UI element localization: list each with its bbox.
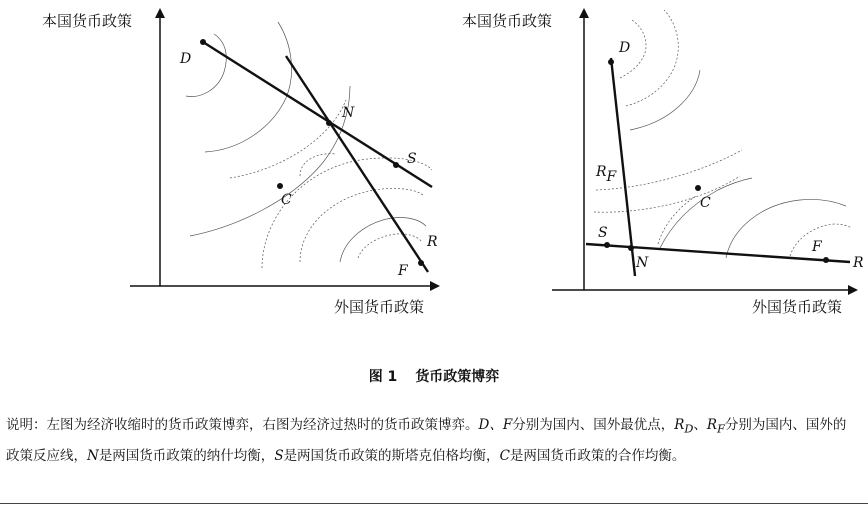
right-home-indiff-curve-5: [596, 150, 742, 190]
note-rd-main: R: [674, 417, 685, 433]
left-y-axis-label: 本国货币政策: [42, 12, 133, 30]
left-label-S: S: [407, 151, 417, 167]
right-y-axis-label: 本国货币政策: [462, 12, 553, 30]
note-text-6: 是两国货币政策的合作均衡。: [509, 447, 686, 464]
note-n: N: [87, 447, 99, 464]
right-foreign-indiff-curve-1: [660, 178, 752, 248]
right-foreign-indiff-curve-2: [726, 199, 846, 258]
right-label-RF: [595, 164, 618, 185]
right-label-R-edge: R: [853, 255, 864, 271]
right-label-RF-main: R: [596, 164, 607, 180]
left-foreign-indiff-curve-3: [340, 217, 426, 262]
right-home-indiff-curve-3: [630, 70, 700, 130]
left-label-F: F: [398, 263, 408, 279]
note-rd: [674, 417, 694, 436]
right-label-F: F: [812, 239, 822, 255]
left-label-D: D: [180, 51, 192, 67]
note-s: S: [274, 447, 284, 464]
left-x-axis-label: 外国货币政策: [334, 298, 425, 316]
note-rd-sub: D: [684, 422, 694, 436]
right-x-axis-label: 外国货币政策: [752, 298, 843, 316]
bottom-rule: [0, 503, 868, 504]
left-home-indiff-curve-2: [205, 22, 292, 152]
right-label-N: N: [636, 255, 649, 271]
right-panel: [552, 10, 864, 290]
note-sep-1: 、: [693, 417, 707, 433]
left-home-indiff-curve-3: [190, 86, 350, 236]
right-label-RF-sub: F: [606, 169, 617, 185]
right-point-N: [628, 245, 634, 251]
right-label-D: D: [619, 40, 631, 56]
left-foreign-indiff-curve-4: [358, 234, 422, 258]
note-rf: [706, 417, 725, 436]
figure-caption: [0, 366, 868, 386]
note-text-2: 分别为国内、国外最优点，: [512, 417, 675, 433]
note-text-1: 说明：左图为经济收缩时的货币政策博弈，右图为经济过热时的货币政策博弈。: [6, 417, 479, 433]
note-text-3: 分别为国内、国外的政策反应线，: [6, 417, 847, 464]
note-rf-main: R: [706, 417, 718, 433]
figure-number: 图 1: [368, 369, 398, 385]
left-foreign-indiff-curve-5: [300, 154, 336, 176]
right-point-F: [823, 257, 829, 263]
left-point-F: [418, 260, 424, 266]
left-panel: [130, 10, 438, 286]
left-point-S: [393, 162, 399, 168]
left-point-N: [326, 120, 332, 126]
right-label-S: S: [598, 225, 608, 241]
right-point-S: [604, 242, 610, 248]
right-foreign-indiff-curve-4: [658, 196, 696, 244]
note-df: D、F: [478, 417, 513, 433]
right-point-C: [695, 185, 701, 191]
figure-note: [6, 412, 856, 470]
note-rf-sub: F: [717, 422, 725, 436]
right-point-D: [608, 59, 614, 65]
right-foreign-reaction-line: [586, 244, 850, 262]
left-label-C: C: [281, 192, 292, 208]
note-text-5: 是两国货币政策的斯塔克伯格均衡，: [283, 447, 500, 464]
right-label-C: C: [700, 195, 711, 211]
left-foreign-indiff-curve-1: [262, 158, 432, 268]
left-label-N: N: [342, 105, 355, 121]
note-c: C: [499, 447, 510, 464]
figure-title: 货币政策博弈: [415, 369, 500, 385]
left-point-C: [277, 183, 283, 189]
right-home-indiff-curve-2: [626, 10, 678, 106]
note-text-4: 是两国货币政策的纳什均衡，: [98, 447, 275, 464]
left-point-D: [200, 39, 206, 45]
right-home-reaction-line: [611, 58, 635, 276]
left-label-R: R: [427, 234, 438, 250]
